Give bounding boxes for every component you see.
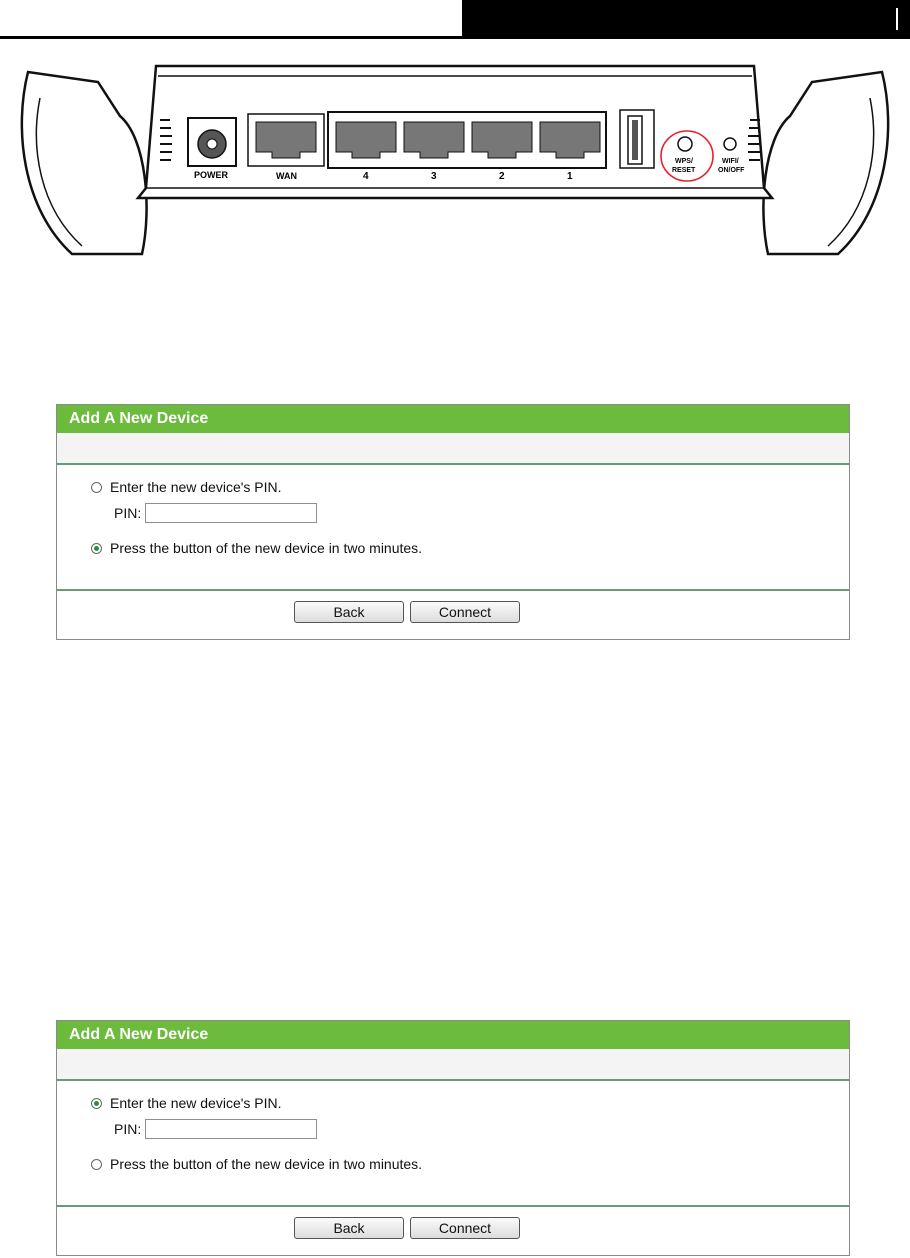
wps-label-line1: WPS/	[675, 158, 693, 165]
router-back-panel-illustration	[20, 58, 890, 268]
wps-label-line2: RESET	[672, 167, 696, 174]
wan-label: WAN	[276, 171, 297, 181]
lan3-label: 3	[431, 171, 437, 182]
add-device-panel-1	[56, 404, 850, 640]
add-device-panel-2	[56, 1020, 850, 1256]
lan2-label: 2	[499, 171, 505, 182]
pin-label: PIN:	[114, 1121, 142, 1137]
panel-subheader	[57, 433, 849, 465]
radio-enter-pin[interactable]	[91, 482, 102, 493]
pin-row	[114, 1119, 317, 1139]
power-port	[188, 118, 236, 166]
wps-reset-button	[678, 137, 692, 151]
wan-port	[248, 114, 324, 166]
option-enter-pin-label: Enter the new device's PIN.	[110, 479, 282, 495]
option-press-button[interactable]	[91, 1154, 422, 1174]
header-separator	[896, 8, 898, 30]
lan1-label: 1	[567, 171, 573, 182]
header-rule	[0, 36, 910, 39]
pin-input[interactable]	[145, 503, 317, 523]
pin-input[interactable]	[145, 1119, 317, 1139]
panel-subheader	[57, 1049, 849, 1081]
wifi-label-line1: WIFI/	[722, 158, 739, 165]
back-button[interactable]: Back	[294, 1217, 404, 1239]
option-press-button-label: Press the button of the new device in two minutes.	[110, 540, 423, 556]
radio-enter-pin[interactable]	[91, 1098, 102, 1109]
panel-title: Add A New Device	[57, 1021, 849, 1049]
option-press-button[interactable]	[91, 538, 422, 558]
pin-row	[114, 503, 317, 523]
connect-button[interactable]: Connect	[410, 601, 520, 623]
panel-body	[57, 1081, 849, 1205]
radio-press-button[interactable]	[91, 543, 102, 554]
option-press-button-label: Press the button of the new device in two minutes.	[110, 1156, 423, 1172]
radio-press-button[interactable]	[91, 1159, 102, 1170]
panel-title: Add A New Device	[57, 405, 849, 433]
pin-label: PIN:	[114, 505, 142, 521]
connect-button[interactable]: Connect	[410, 1217, 520, 1239]
option-enter-pin[interactable]	[91, 477, 282, 497]
option-enter-pin-label: Enter the new device's PIN.	[110, 1095, 282, 1111]
power-label: POWER	[194, 170, 229, 180]
panel-footer	[57, 589, 849, 639]
wifi-label-line2: ON/OFF	[718, 167, 745, 174]
option-enter-pin[interactable]	[91, 1093, 282, 1113]
wifi-onoff-button	[724, 138, 736, 150]
lan4-label: 4	[363, 171, 369, 182]
panel-footer	[57, 1205, 849, 1255]
back-button[interactable]: Back	[294, 601, 404, 623]
page-header-left	[0, 0, 462, 36]
panel-body	[57, 465, 849, 589]
usb-port	[620, 110, 654, 168]
page-header-right	[462, 0, 910, 36]
